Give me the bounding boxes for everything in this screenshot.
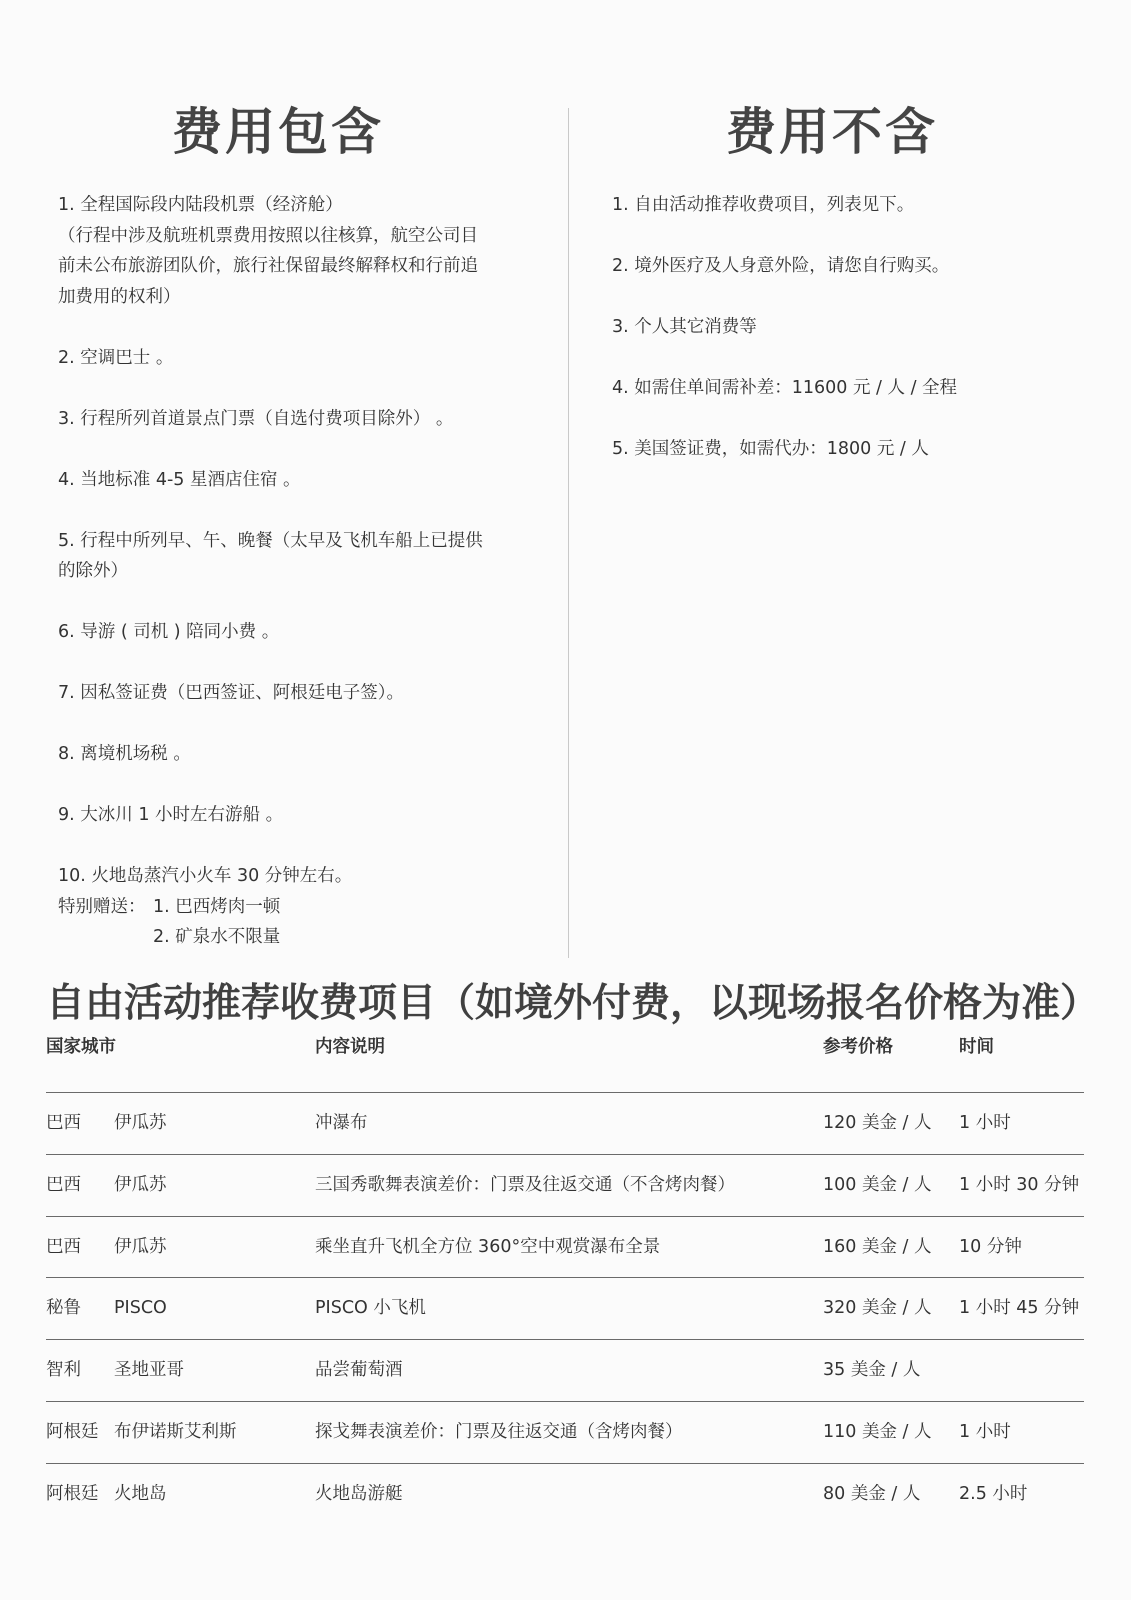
fees-excluded-list — [612, 190, 1092, 465]
cell-country: 巴西 — [46, 1174, 81, 1195]
included-item-line: 8. 离境机场税 。 — [58, 744, 191, 764]
excluded-item: 2. 境外医疗及人身意外险，请您自行购买。 — [612, 256, 950, 276]
cell-price: 160 美金 / 人 — [823, 1236, 932, 1257]
table-header-row — [46, 1033, 1084, 1093]
included-item — [58, 343, 528, 374]
cell-country: 巴西 — [46, 1236, 81, 1257]
included-item — [58, 800, 528, 831]
activities-title: 自由活动推荐收费项目（如境外付费，以现场报名价格为准） — [46, 981, 1100, 1026]
cell-country: 阿根廷 — [46, 1421, 99, 1442]
included-item — [58, 465, 528, 496]
cell-time: 10 分钟 — [959, 1236, 1022, 1257]
cell-city: PISCO — [114, 1298, 167, 1319]
included-item — [58, 678, 528, 709]
cell-country: 秘鲁 — [46, 1298, 81, 1319]
included-item-line: （行程中涉及航班机票费用按照以往核算，航空公司目 — [58, 225, 478, 246]
cell-description: 探戈舞表演差价：门票及往返交通（含烤肉餐） — [315, 1421, 683, 1442]
included-item — [58, 617, 528, 648]
cell-time: 1 小时 — [959, 1421, 1011, 1442]
cell-time: 1 小时 30 分钟 — [959, 1174, 1080, 1195]
included-item-line: 加费用的权利） — [58, 286, 181, 307]
included-item-line: 10. 火地岛蒸汽小火车 30 分钟左右。 — [58, 866, 353, 886]
cell-description: 三国秀歌舞表演差价：门票及往返交通（不含烤肉餐） — [315, 1174, 735, 1195]
table-row — [46, 1093, 1084, 1155]
included-item-line: 9. 大冰川 1 小时左右游船 。 — [58, 805, 284, 825]
included-item — [58, 190, 528, 312]
header-price: 参考价格 — [823, 1037, 893, 1057]
excluded-item: 5. 美国签证费，如需代办：1800 元 / 人 — [612, 439, 929, 459]
excluded-item: 1. 自由活动推荐收费项目，列表见下。 — [612, 195, 915, 215]
cell-time: 1 小时 — [959, 1113, 1011, 1133]
table-row — [46, 1340, 1084, 1402]
included-item-line: 4. 当地标准 4-5 星酒店住宿 。 — [58, 469, 301, 490]
special-gift-label: 特别赠送： — [58, 896, 146, 917]
excluded-item: 4. 如需住单间需补差：11600 元 / 人 / 全程 — [612, 378, 958, 398]
special-gift-list — [153, 892, 280, 953]
cell-description: 乘坐直升飞机全方位 360°空中观赏瀑布全景 — [315, 1236, 661, 1257]
cell-description: 品尝葡萄酒 — [315, 1360, 403, 1381]
included-item-line: 5. 行程中所列早、午、晚餐（太早及飞机车船上已提供 — [58, 530, 483, 551]
included-item-line: 1. 全程国际段内陆段机票（经济舱） — [58, 195, 343, 215]
cell-city: 伊瓜苏 — [114, 1174, 167, 1195]
cell-country: 智利 — [46, 1360, 81, 1381]
included-item-line: 2. 空调巴士 。 — [58, 347, 174, 368]
cell-time: 1 小时 45 分钟 — [959, 1298, 1080, 1319]
special-gift-item: 1. 巴西烤肉一顿 — [153, 896, 281, 917]
cell-description: 冲瀑布 — [315, 1113, 368, 1133]
fees-included-section — [58, 96, 528, 953]
cell-price: 80 美金 / 人 — [823, 1483, 921, 1504]
special-gift — [58, 892, 528, 953]
table-row — [46, 1464, 1084, 1525]
excluded-item: 3. 个人其它消费等 — [612, 317, 757, 337]
included-item — [58, 861, 528, 953]
cell-price: 100 美金 / 人 — [823, 1174, 932, 1195]
cell-city: 圣地亚哥 — [114, 1360, 184, 1381]
column-divider — [568, 108, 569, 958]
table-row — [46, 1217, 1084, 1279]
fees-excluded-section — [612, 96, 1092, 465]
included-item-line: 3. 行程所列首道景点门票（自选付费项目除外） 。 — [58, 408, 454, 429]
cell-country: 巴西 — [46, 1113, 81, 1133]
included-item — [58, 526, 528, 587]
cell-city: 火地岛 — [114, 1483, 167, 1504]
cell-price: 320 美金 / 人 — [823, 1298, 932, 1319]
cell-price: 120 美金 / 人 — [823, 1113, 932, 1133]
cell-description: 火地岛游艇 — [315, 1483, 403, 1504]
included-item-line: 7. 因私签证费（巴西签证、阿根廷电子签）。 — [58, 683, 405, 703]
header-time: 时间 — [959, 1037, 994, 1057]
included-item — [58, 739, 528, 770]
cell-price: 35 美金 / 人 — [823, 1360, 921, 1381]
included-item-line: 6. 导游 ( 司机 ) 陪同小费 。 — [58, 622, 280, 642]
included-item-line: 前未公布旅游团队价，旅行社保留最终解释权和行前追 — [58, 256, 478, 276]
cell-price: 110 美金 / 人 — [823, 1421, 932, 1442]
included-item-line: 的除外） — [58, 561, 128, 581]
fees-excluded-title: 费用不含 — [726, 103, 938, 161]
header-description: 内容说明 — [315, 1037, 385, 1057]
fees-included-list — [58, 190, 528, 953]
cell-time: 2.5 小时 — [959, 1483, 1028, 1504]
activities-table — [46, 1033, 1084, 1525]
cell-country: 阿根廷 — [46, 1483, 99, 1504]
cell-city: 布伊诺斯艾利斯 — [114, 1421, 237, 1442]
header-location: 国家城市 — [46, 1037, 116, 1057]
table-row — [46, 1155, 1084, 1217]
table-row — [46, 1278, 1084, 1340]
table-row — [46, 1402, 1084, 1464]
fees-included-title: 费用包含 — [172, 103, 384, 161]
special-gift-item: 2. 矿泉水不限量 — [153, 927, 281, 947]
included-item — [58, 404, 528, 435]
cell-city: 伊瓜苏 — [114, 1113, 167, 1133]
cell-description: PISCO 小飞机 — [315, 1298, 426, 1319]
cell-city: 伊瓜苏 — [114, 1236, 167, 1257]
